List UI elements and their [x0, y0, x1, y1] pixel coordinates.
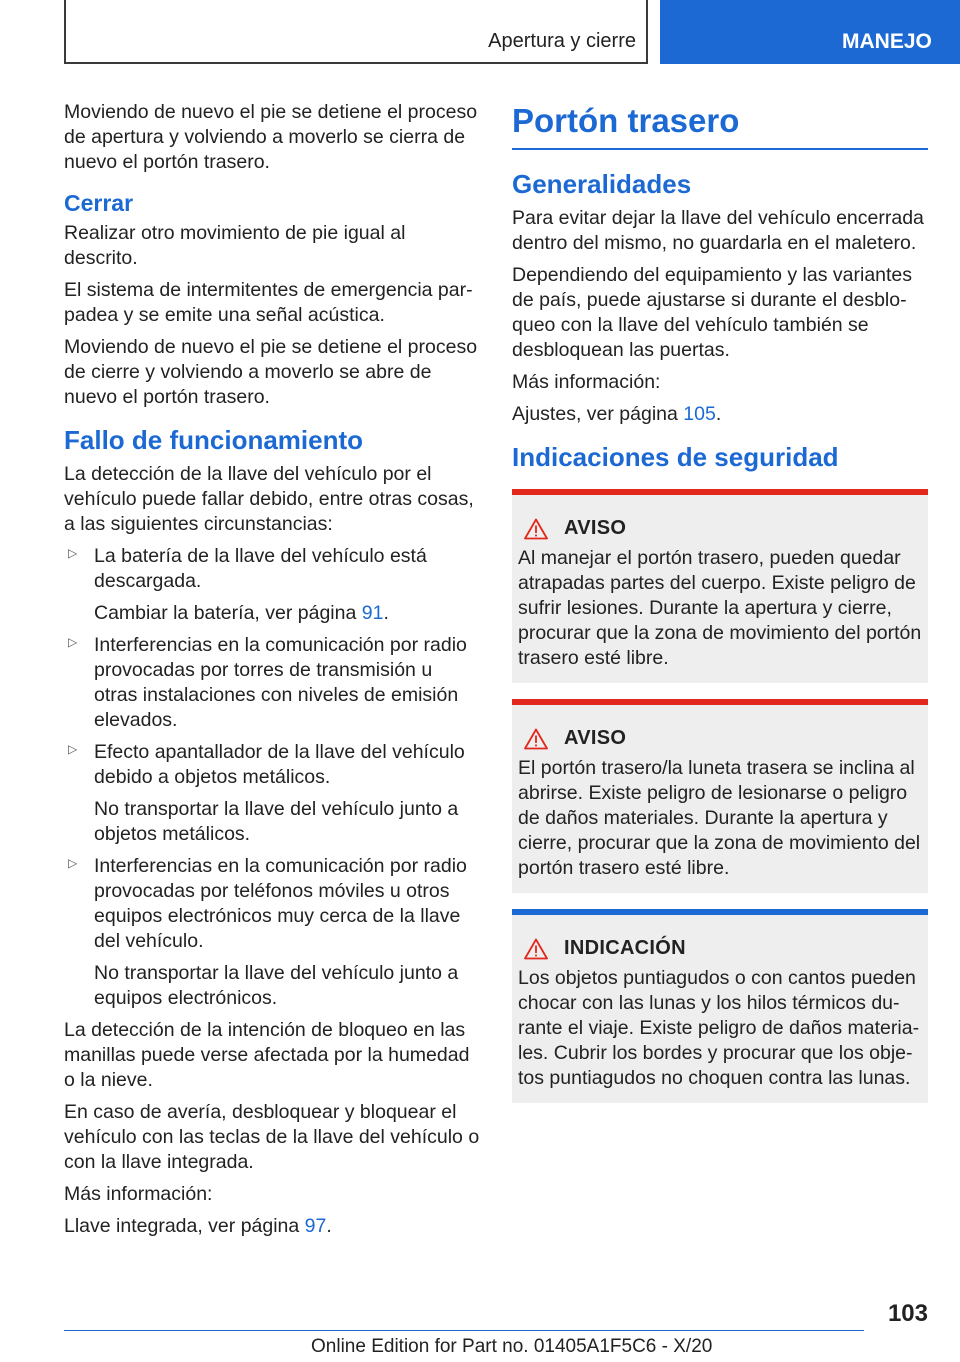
notice-text: Los objetos puntiagudos o con cantos pueden chocar con las lunas y los hilos térmicos durante el viaje. Existe peligro de daños materiales. Cubrir los bordes y procurar que los objetos puntiagudos no choquen contra las lunas.	[518, 967, 920, 1089]
warning-text: Al manejar el portón trasero, pueden quedar atrapadas partes del cuerpo. Existe peligro de sufrir lesiones. Durante la apertura y cierre, procurar que la zona de movimiento del portón trasero esté libre.	[518, 547, 922, 669]
right-column	[512, 100, 928, 1113]
section-title: Portón trasero	[512, 100, 928, 150]
notice-triangle-icon	[524, 938, 548, 960]
warning-triangle-icon	[524, 728, 548, 750]
header-chapter-tab[interactable]	[660, 0, 960, 64]
fallo-intro: La detección de la llave del vehículo por el vehículo puede fallar debido, entre otras cosas, a las siguientes circunstancias:	[64, 463, 474, 535]
page-link-105[interactable]: 105	[683, 403, 716, 425]
page-link-97[interactable]: 97	[304, 1215, 327, 1237]
cerrar-paragraph-3: Moviendo de nuevo el pie se detiene el proceso de cierre y volviendo a moverlo se abre de nuevo el portón trasero.	[64, 336, 478, 408]
cerrar-paragraph-2: El sistema de intermitentes de emergencia parpadea y se emite una señal acústica.	[64, 279, 473, 326]
list-item-sub: No transportar la llave del vehículo junto a objetos metálicos.	[94, 798, 459, 845]
fallo-heading: Fallo de funcionamiento	[64, 425, 364, 455]
list-item-text: Efecto apantallador de la llave del vehículo debido a objetos metálicos.	[94, 741, 465, 788]
list-item-sub: Cambiar la batería, ver página 91.	[94, 602, 389, 624]
left-column	[64, 100, 480, 1246]
bullet-triangle-icon: ▷	[68, 546, 78, 560]
generalidades-paragraph-1: Para evitar dejar la llave del vehículo encerrada dentro del mismo, no guardarla en el maletero.	[512, 207, 924, 254]
cerrar-paragraph-1: Realizar otro movimiento de pie igual al descrito.	[64, 222, 406, 269]
ajustes-reference: Ajustes, ver página 105.	[512, 403, 722, 425]
list-item-sub: No transportar la llave del vehículo junto a equipos electrónicos.	[94, 962, 459, 1009]
list-item-text: La batería de la llave del vehículo está descargada.	[94, 545, 427, 592]
cerrar-heading: Cerrar	[64, 190, 134, 216]
more-info-label: Más información:	[64, 1183, 213, 1205]
bullet-triangle-icon: ▷	[68, 856, 78, 870]
more-info-label: Más información:	[512, 371, 661, 393]
footer-edition: Online Edition for Part no. 01405A1F5C6 - X/20	[311, 1336, 713, 1357]
humedad-paragraph: La detección de la intención de bloqueo en las manillas puede verse afectada por la humedad o la nieve.	[64, 1019, 470, 1091]
bullet-triangle-icon: ▷	[68, 742, 78, 756]
llave-reference: Llave integrada, ver página 97.	[64, 1215, 332, 1237]
header-section-title: Apertura y cierre	[488, 30, 636, 52]
warning-title: AVISO	[564, 727, 627, 749]
notice-box	[512, 909, 928, 1103]
list-item	[64, 544, 480, 626]
page-link-91[interactable]: 91	[361, 602, 384, 624]
list-item	[64, 633, 480, 733]
list-item-text: Interferencias en la comunicación por radio provocadas por teléfonos móviles u otros equipos electrónicos muy cerca de la llave del vehículo.	[94, 855, 467, 952]
warning-triangle-icon	[524, 518, 548, 540]
list-item	[64, 740, 480, 847]
warning-box	[512, 699, 928, 893]
circumstances-list	[64, 544, 480, 1011]
list-item-text: Interferencias en la comunicación por radio provocadas por torres de transmisión u otras instalaciones con niveles de emisión elevados.	[94, 634, 467, 731]
generalidades-heading: Generalidades	[512, 169, 692, 199]
warning-text: El portón trasero/la luneta trasera se inclina al abrirse. Existe peligro de lesionarse o peligro de daños materiales. Durante la apertura y cierre, procurar que la zona de movimiento del portón trasero esté libre.	[518, 757, 921, 879]
footer-divider	[64, 1330, 864, 1331]
list-item	[64, 854, 480, 1011]
warning-box	[512, 489, 928, 683]
averia-paragraph: En caso de avería, desbloquear y bloquear el vehículo con las teclas de la llave del vehículo o con la llave integrada.	[64, 1101, 480, 1173]
notice-title: INDICACIÓN	[564, 937, 686, 959]
warning-title: AVISO	[564, 517, 627, 539]
seguridad-heading: Indicaciones de seguridad	[512, 442, 839, 472]
generalidades-paragraph-2: Dependiendo del equipamiento y las variantes de país, puede ajustarse si durante el desbloqueo con la llave del vehículo también se desbloquean las puertas.	[512, 264, 913, 361]
intro-paragraph: Moviendo de nuevo el pie se detiene el proceso de apertura y volviendo a moverlo se cierra de nuevo el portón trasero.	[64, 101, 478, 173]
page-number: 103	[887, 1300, 928, 1327]
header-chapter-label: MANEJO	[842, 30, 932, 53]
bullet-triangle-icon: ▷	[68, 635, 78, 649]
